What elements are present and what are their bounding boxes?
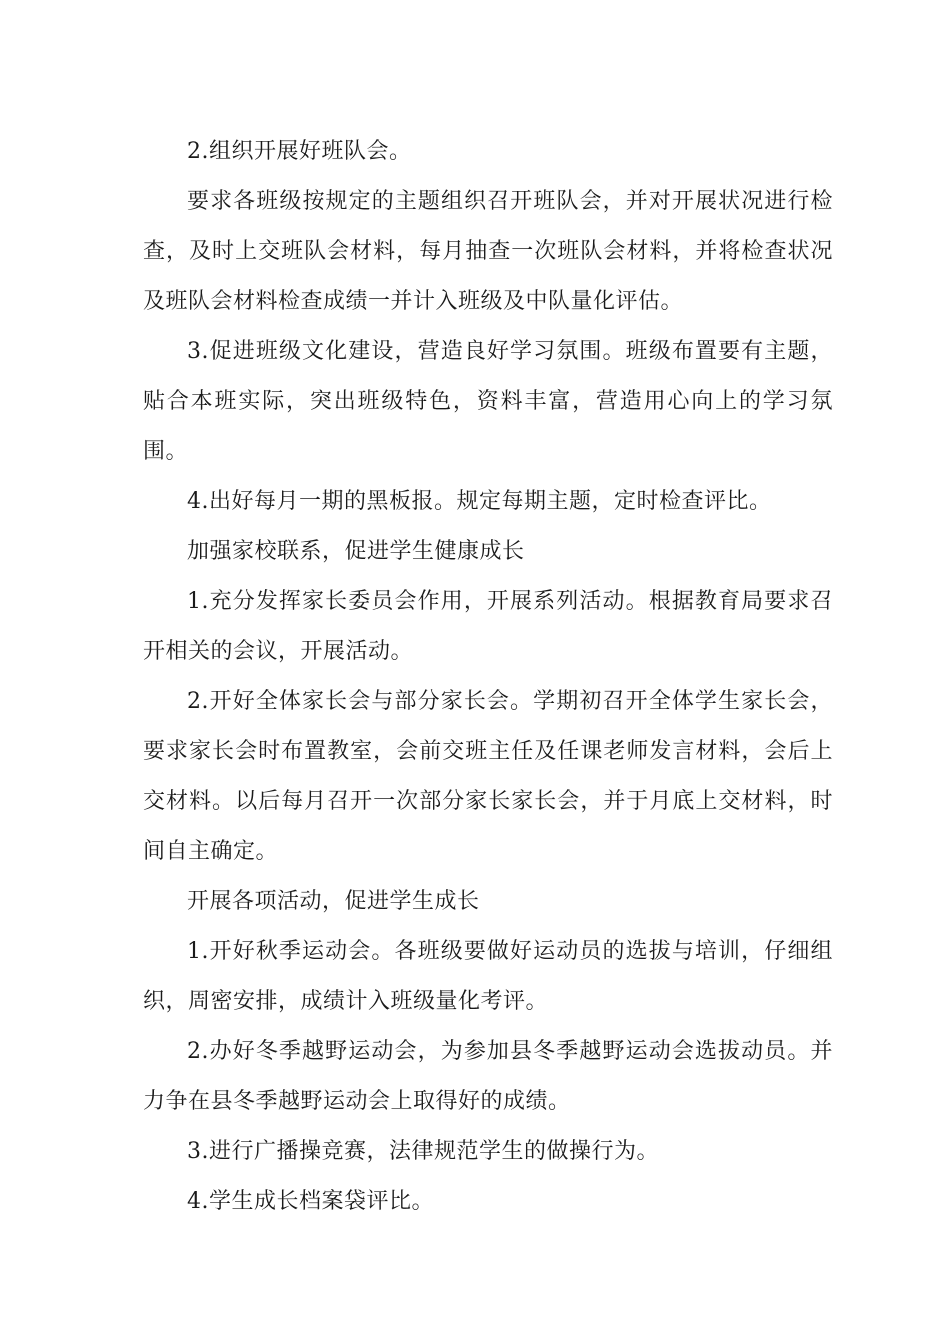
paragraph: 1.充分发挥家长委员会作用，开展系列活动。根据教育局要求召开相关的会议，开展活动。 — [143, 589, 833, 664]
paragraph: 3.促进班级文化建设，营造良好学习氛围。班级布置要有主题，贴合本班实际，突出班级特色，资料丰富，营造用心向上的学习氛围。 — [143, 339, 833, 464]
section-heading: 开展各项活动，促进学生成长 — [187, 889, 480, 914]
section-heading: 加强家校联系，促进学生健康成长 — [187, 539, 525, 564]
paragraph: 2.组织开展好班队会。 — [187, 139, 412, 164]
document-body — [143, 127, 833, 1227]
paragraph: 4.出好每月一期的黑板报。规定每期主题，定时检查评比。 — [187, 489, 772, 514]
paragraph: 2.办好冬季越野运动会，为参加县冬季越野运动会选拔动员。并力争在县冬季越野运动会上取得好的成绩。 — [143, 1039, 833, 1114]
paragraph: 1.开好秋季运动会。各班级要做好运动员的选拔与培训，仔细组织，周密安排，成绩计入班级量化考评。 — [143, 939, 833, 1014]
paragraph: 4.学生成长档案袋评比。 — [187, 1189, 434, 1214]
paragraph: 2.开好全体家长会与部分家长会。学期初召开全体学生家长会，要求家长会时布置教室，会前交班主任及任课老师发言材料，会后上交材料。以后每月召开一次部分家长家长会，并于月底上交材料，时间自主确定。 — [143, 689, 833, 864]
paragraph: 3.进行广播操竞赛，法律规范学生的做操行为。 — [187, 1139, 659, 1164]
paragraph: 要求各班级按规定的主题组织召开班队会，并对开展状况进行检查，及时上交班队会材料，每月抽查一次班队会材料，并将检查状况及班队会材料检查成绩一并计入班级及中队量化评估。 — [143, 189, 833, 314]
